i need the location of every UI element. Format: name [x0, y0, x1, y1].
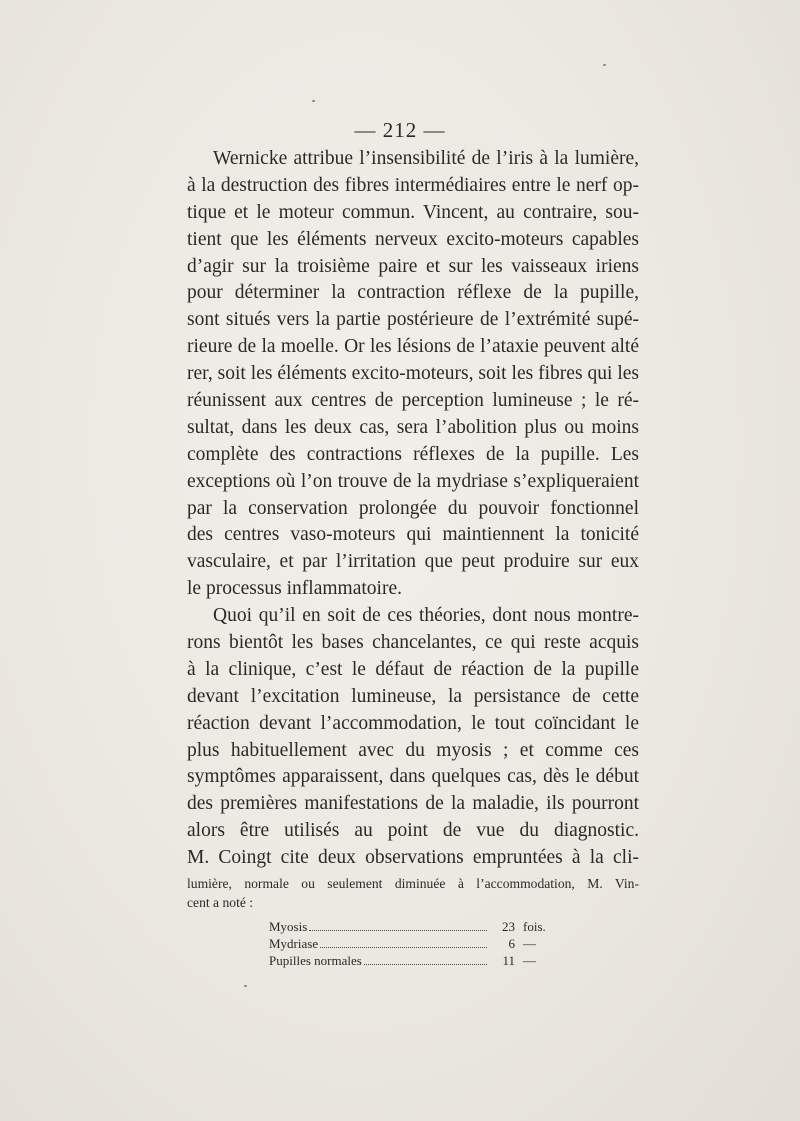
footnote: [187, 874, 639, 969]
text-line: pour déterminer la contraction réflexe de la pupille,: [187, 282, 639, 304]
footnote-text: [187, 874, 639, 912]
text-line: rons bientôt les bases chancelantes, ce qui reste acquis: [187, 632, 639, 654]
text-line: Quoi qu’il en soit de ces théories, dont nous montre-: [213, 605, 639, 627]
paper-speck: [603, 64, 606, 66]
footnote-row: [269, 918, 559, 935]
text-line: le processus inflammatoire.: [187, 578, 402, 600]
paper-speck: [244, 985, 247, 987]
text-line: des premières manifestations de la maladie, ils pourront: [187, 793, 639, 815]
text-line: Wernicke attribue l’insensibilité de l’iris à la lumière,: [213, 148, 639, 169]
text-line: réunissent aux centres de perception lumineuse ; le ré-: [187, 390, 639, 412]
text-line: tient que les éléments nerveux excito-moteurs capables: [187, 228, 639, 250]
footnote-table: [269, 918, 559, 969]
text-line: M. Coingt cite deux observations empruntées à la cli-: [187, 847, 639, 869]
row-label: Mydriase: [269, 936, 319, 951]
row-count: 6: [508, 936, 515, 951]
text-line: plus habituellement avec du myosis ; et comme ces: [187, 739, 639, 761]
text-line: sont situés vers la partie postérieure de l’extrémité supé-: [187, 309, 639, 331]
text-line: tique et le moteur commun. Vincent, au contraire, sou-: [187, 201, 639, 223]
row-unit: —: [523, 953, 536, 968]
text-line: complète des contractions réflexes de la pupille. Les: [187, 443, 639, 465]
text-line: rer, soit les éléments excito-moteurs, soit les fibres qui les: [187, 363, 639, 385]
body-text: [187, 146, 639, 872]
text-line: par la conservation prolongée du pouvoir fonctionnel: [187, 497, 639, 519]
text-line: des centres vaso-moteurs qui maintiennent la tonicité: [187, 524, 639, 546]
footnote-row: [269, 935, 559, 952]
text-line: alors être utilisés au point de vue du diagnostic.: [187, 820, 639, 842]
footnote-row: [269, 952, 559, 969]
row-label: Pupilles normales: [269, 953, 362, 968]
text-line: sultat, dans les deux cas, sera l’abolition plus ou moins: [187, 416, 639, 438]
dot-leader: [309, 930, 487, 931]
row-unit: fois.: [523, 919, 546, 934]
footnote-line: lumière, normale ou seulement diminuée à l’accommodation, M. Vin-: [187, 876, 639, 891]
row-unit: —: [523, 936, 536, 951]
text-line: symptômes apparaissent, dans quelques cas, dès le début: [187, 766, 639, 788]
text-line: réaction devant l’accommodation, le tout coïncidant le: [187, 712, 639, 734]
text-line: rieure de la moelle. Or les lésions de l’ataxie peuvent alté: [187, 336, 639, 358]
dot-leader: [320, 947, 487, 948]
row-count: 11: [502, 953, 515, 968]
footnote-line: cent a noté :: [187, 895, 254, 910]
paper-speck: [312, 100, 315, 102]
text-line: à la clinique, c’est le défaut de réaction de la pupille: [187, 658, 639, 680]
text-line: devant l’excitation lumineuse, la persistance de cette: [187, 685, 639, 707]
text-line: exceptions où l’on trouve de la mydriase s’expliqueraient: [187, 470, 639, 492]
text-line: vasculaire, et par l’irritation que peut produire sur eux: [187, 551, 639, 573]
text-line: d’agir sur la troisième paire et sur les vaisseaux iriens: [187, 255, 639, 277]
page-number: — 212 —: [354, 118, 446, 142]
row-count: 23: [502, 919, 515, 934]
dot-leader: [364, 964, 487, 965]
text-line: à la destruction des fibres intermédiaires entre le nerf op-: [187, 174, 639, 196]
row-label: Myosis: [269, 919, 308, 934]
